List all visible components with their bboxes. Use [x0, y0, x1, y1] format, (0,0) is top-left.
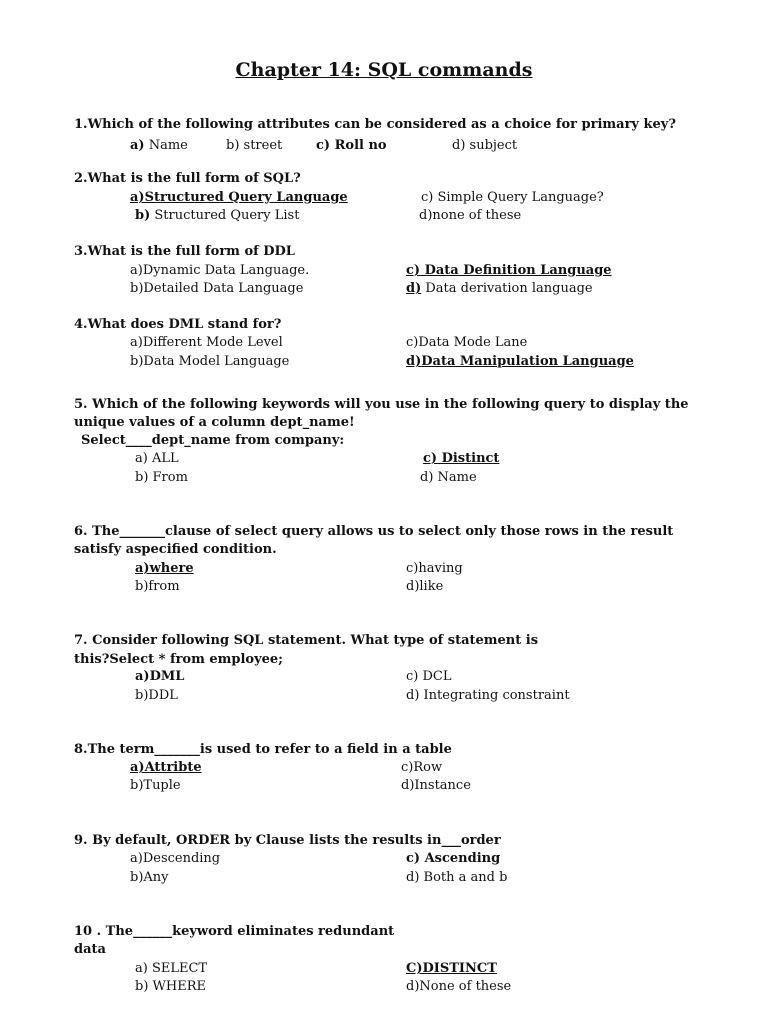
question-10-option-c: C)DISTINCT — [406, 961, 497, 976]
question-5-option-a: a) ALL — [135, 451, 179, 466]
question-7-text-line-2: this?Select * from employee; — [74, 652, 283, 667]
question-8-option-d: d)Instance — [401, 778, 471, 793]
question-1-option-c: c) Roll no — [316, 138, 387, 153]
option-prefix: c) — [406, 263, 421, 278]
option-prefix: d) — [406, 281, 422, 296]
question-5-text-line-2: unique values of a column dept_name! — [74, 415, 355, 430]
question-5-option-b: b) From — [135, 470, 188, 485]
question-10-option-d: d)None of these — [406, 979, 512, 994]
question-1-text: 1.Which of the following attributes can be considered as a choice for primary key? — [74, 117, 676, 132]
question-6-option-b: b)from — [135, 579, 180, 594]
question-9-text: 9. By default, ORDER by Clause lists the results in___order — [74, 833, 501, 848]
question-1-option-d: d) subject — [452, 138, 518, 153]
question-7-option-c: c) DCL — [406, 669, 452, 684]
question-1-option-b: b) street — [226, 138, 283, 153]
question-5-option-d: d) Name — [420, 470, 477, 485]
question-10-option-b: b) WHERE — [135, 979, 206, 994]
question-5-text-line-3: Select____dept_name from company: — [81, 433, 345, 448]
question-3-text: 3.What is the full form of DDL — [74, 244, 295, 259]
question-4-option-b: b)Data Model Language — [130, 354, 290, 369]
question-9-option-c: c) Ascending — [406, 851, 501, 866]
option-text: Data derivation language — [421, 281, 593, 296]
question-3-option-a: a)Dynamic Data Language. — [130, 263, 310, 278]
question-1-option-a — [130, 138, 188, 154]
question-10-text-line-1: 10 . The______keyword eliminates redundant — [74, 924, 395, 939]
question-8-option-b: b)Tuple — [130, 778, 181, 793]
question-8-option-c: c)Row — [401, 760, 443, 775]
question-2-option-d: d)none of these — [419, 208, 522, 223]
question-2-option-b — [135, 208, 299, 224]
question-6-option-d: d)like — [406, 579, 444, 594]
question-10-option-a: a) SELECT — [135, 961, 208, 976]
question-2-option-a: a)Structured Query Language — [130, 190, 348, 205]
question-3-option-b: b)Detailed Data Language — [130, 281, 304, 296]
question-9-option-b: b)Any — [130, 870, 169, 885]
question-4-option-c: c)Data Mode Lane — [406, 335, 528, 350]
option-text: Data Definition Language — [420, 263, 612, 278]
question-9-option-a: a)Descending — [130, 851, 221, 866]
question-6-option-a: a)where — [135, 561, 194, 576]
option-prefix: a) — [130, 138, 145, 153]
question-3-option-d — [406, 281, 593, 297]
question-7-option-d: d) Integrating constraint — [406, 688, 570, 703]
question-5-text-line-1: 5. Which of the following keywords will you use in the following query to display the — [74, 397, 689, 412]
question-8-option-a: a)Attribte — [130, 760, 202, 775]
question-8-text: 8.The term_______is used to refer to a field in a table — [74, 742, 452, 757]
option-prefix: b) — [135, 208, 151, 223]
question-2-text: 2.What is the full form of SQL? — [74, 171, 301, 186]
question-6-option-c: c)having — [406, 561, 463, 576]
question-7-option-a: a)DML — [135, 669, 185, 684]
question-6-text-line-2: satisfy aspecified condition. — [74, 542, 277, 557]
question-5-option-c: c) Distinct — [423, 451, 500, 466]
question-10-text-line-2: data — [74, 942, 106, 957]
page-title: Chapter 14: SQL commands — [235, 59, 533, 81]
question-7-option-b: b)DDL — [135, 688, 178, 703]
option-text: Name — [144, 138, 188, 153]
question-6-text-line-1: 6. The_______clause of select query allows us to select only those rows in the result — [74, 524, 674, 539]
question-3-option-c — [406, 263, 612, 279]
question-4-option-d: d)Data Manipulation Language — [406, 354, 634, 369]
question-2-option-c: c) Simple Query Language? — [421, 190, 604, 205]
question-4-option-a: a)Different Mode Level — [130, 335, 283, 350]
question-7-text-line-1: 7. Consider following SQL statement. What type of statement is — [74, 633, 539, 648]
question-9-option-d: d) Both a and b — [406, 870, 508, 885]
option-text: Structured Query List — [150, 208, 300, 223]
question-4-text: 4.What does DML stand for? — [74, 317, 282, 332]
